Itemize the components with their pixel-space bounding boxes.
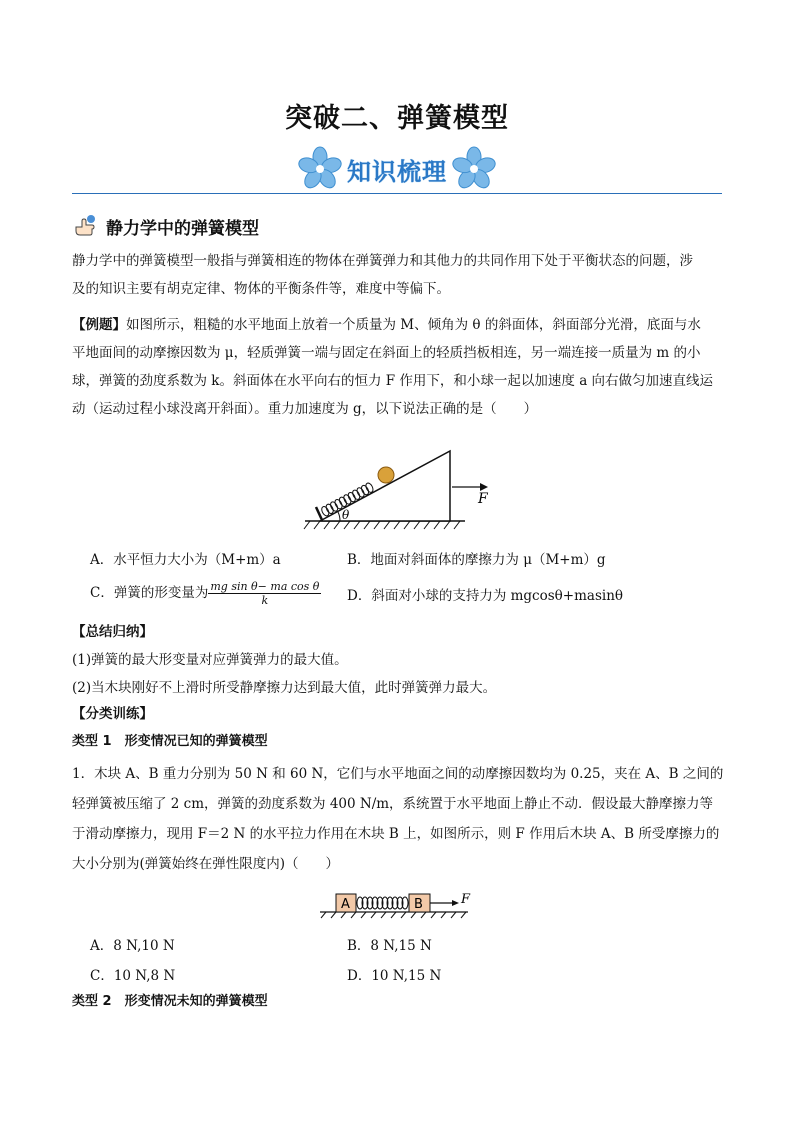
knowledge-banner <box>0 145 794 193</box>
section-header <box>72 213 259 239</box>
fraction-numerator: mg sin θ− ma cos θ <box>210 580 320 593</box>
question-1 <box>72 759 724 879</box>
text-line: 平地面间的动摩擦因数为 μ，轻质弹簧一端与固定在斜面上的轻质挡板相连，另一端连接一质量为 m 的小 <box>72 345 701 361</box>
type1-heading: 类型 1 形变情况已知的弹簧模型 <box>72 734 268 749</box>
example-label: 【例题】 <box>72 317 126 333</box>
text-line: 球，弹簧的劲度系数为 k。斜面体在水平向右的恒力 F 作用下，和小球一起以加速度 a 向右做匀加速直线运 <box>72 373 714 389</box>
summary-item: (1)弹簧的最大形变量对应弹簧弹力的最大值。 <box>72 652 348 668</box>
section-title: 静力学中的弹簧模型 <box>106 218 259 239</box>
text-line: 如图所示，粗糙的水平地面上放着一个质量为 M、倾角为 θ 的斜面体，斜面部分光滑，底面与水 <box>126 317 701 333</box>
banner-title: 知识梳理 <box>347 157 447 186</box>
fraction <box>208 580 321 607</box>
options-row-cd <box>90 580 710 607</box>
block-b-label: B <box>414 897 423 912</box>
blocks-spring-figure <box>318 888 488 920</box>
intro-paragraph <box>72 247 724 303</box>
text-line: 1．木块 A、B 重力分别为 50 N 和 60 N，它们与水平地面之间的动摩擦因数均为 0.25，夹在 A、B 之间的 <box>72 766 724 782</box>
summary-label: 【总结归纳】 <box>72 624 153 640</box>
angle-label: θ <box>342 508 350 522</box>
text-line: 静力学中的弹簧模型一般指与弹簧相连的物体在弹簧弹力和其他力的共同作用下处于平衡状态的问题，涉 <box>72 253 693 269</box>
option-c[interactable]: C．10 N,8 N <box>90 968 176 984</box>
q1-options-row-ab <box>90 934 710 954</box>
example-question <box>72 311 724 423</box>
fraction-denominator: k <box>261 594 269 607</box>
option-a[interactable]: A．水平恒力大小为（M+m）a <box>90 552 281 568</box>
spring <box>357 897 408 909</box>
force-label: F <box>478 491 488 507</box>
q1-options-row-cd <box>90 964 710 984</box>
type2-heading: 类型 2 形变情况未知的弹簧模型 <box>72 994 268 1009</box>
option-c[interactable] <box>90 580 347 607</box>
stop-board <box>316 507 322 520</box>
text-line: 动（运动过程小球没离开斜面）。重力加速度为 g，以下说法正确的是（ ） <box>72 401 538 417</box>
incline-body <box>320 451 450 521</box>
option-b[interactable]: B．地面对斜面体的摩擦力为 μ（M+m）g <box>347 552 606 568</box>
training-block <box>72 700 724 756</box>
text-line: 大小分别为(弹簧始终在弹性限度内)（ ） <box>72 856 340 872</box>
block-a-label: A <box>341 897 350 912</box>
summary-block <box>72 618 724 702</box>
option-c-text: C．弹簧的形变量为 <box>90 585 209 601</box>
cherry-blossom-icon <box>297 146 343 192</box>
ball <box>378 467 394 483</box>
training-label: 【分类训练】 <box>72 706 153 722</box>
incline-spring-figure <box>300 445 510 535</box>
option-d[interactable]: D．斜面对小球的支持力为 mgcosθ+masinθ <box>347 587 624 604</box>
options-row-ab <box>90 548 710 568</box>
text-line: 轻弹簧被压缩了 2 cm，弹簧的劲度系数为 400 N/m，系统置于水平地面上静止不动．假设最大静摩擦力等 <box>72 796 714 812</box>
option-b[interactable]: B．8 N,15 N <box>347 938 432 954</box>
option-a[interactable]: A．8 N,10 N <box>90 938 175 954</box>
type2-block <box>72 988 724 1016</box>
text-line: 于滑动摩擦力，现用 F＝2 N 的水平拉力作用在木块 B 上，如图所示，则 F 作用后木块 A、B 所受摩擦力的 <box>72 826 720 842</box>
option-d[interactable]: D．10 N,15 N <box>347 968 442 984</box>
summary-item: (2)当木块刚好不上滑时所受静摩擦力达到最大值，此时弹簧弹力最大。 <box>72 680 497 696</box>
text-line: 及的知识主要有胡克定律、物体的平衡条件等，难度中等偏下。 <box>72 281 450 297</box>
cherry-blossom-icon <box>451 146 497 192</box>
pointing-hand-icon <box>72 213 98 239</box>
page-title: 突破二、弹簧模型 <box>285 103 509 134</box>
banner-divider <box>72 193 722 194</box>
force-label: F <box>461 892 471 907</box>
